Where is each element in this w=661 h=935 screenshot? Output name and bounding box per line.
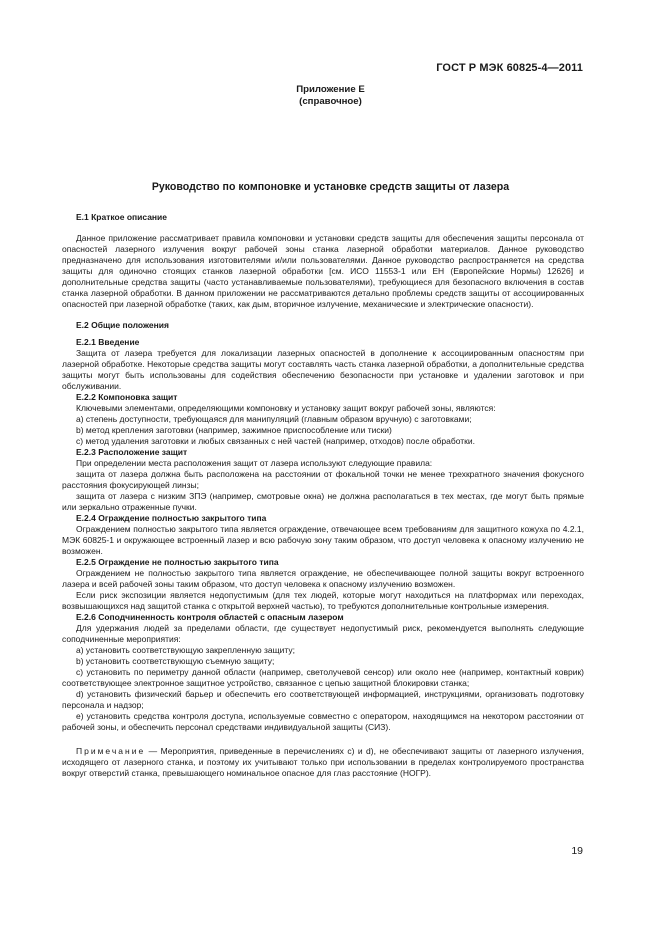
note-paragraph [62,746,584,779]
list-item: d) установить физический барьер и обеспечить его соответствующей информацией, инструкциями, организовать подготовку персонала и надзор; [62,689,584,710]
section-e21-paragraph: Защита от лазера требуется для локализации лазерных опасностей в дополнение к ассоциированным опасностям при лазерной обработке. Некоторые средства защиты могут составлять часть станка лазерной обработки, а дополнительные средства защиты могут быть использованы для содействия обеспечению безопасности при установке и удалении заготовок и при обслуживании. [62,348,584,391]
list-item: c) установить по периметру данной области (например, светолучевой сенсор) или около нее (например, контактный коврик) соответствующее электронное защитное устройство, связанное с цепью защитной блокировки станка; [62,667,584,688]
list-item: защита от лазера должна быть расположена на расстоянии от фокальной точки не менее трехкратного значения фокусного расстояния фокусирующей линзы; [62,469,584,490]
note-label: Примечание [76,746,146,756]
section-e25-paragraph-1: Ограждением не полностью закрытого типа является ограждение, не обеспечивающее полной защиты вокруг встроенного лазера и всей рабочей зоны таким образом, что доступ человека к опасному излучению возможен. [62,568,584,589]
standard-number: ГОСТ Р МЭК 60825-4—2011 [436,62,583,74]
list-item: a) установить соответствующую закрепленную защиту; [76,645,295,655]
section-e25-heading: Е.2.5 Ограждение не полностью закрытого типа [76,557,279,567]
list-item: b) установить соответствующую съемную защиту; [76,656,275,666]
section-e23-paragraph: При определении места расположения защит от лазера используют следующие правила: [76,458,433,468]
document-title: Руководство по компоновке и установке средств защиты от лазера [151,181,510,193]
list-item: защита от лазера с низким ЗПЭ (например, смотровые окна) не должна располагаться в тех местах, где могут быть прямые или зеркально отраженные пучки. [62,491,584,512]
annex-heading [0,84,661,108]
section-e2-heading: Е.2 Общие положения [76,320,169,330]
section-e1-paragraph: Данное приложение рассматривает правила компоновки и установки средств защиты для обеспечения защиты персонала от опасностей лазерного излучения вокруг рабочей зоны станка лазерной обработки материалов. Данное руководство предназначено для использования изготовителями и/или пользователями. Данное руководство распространяется на средства защиты для одиночно стоящих станков лазерной обработки [см. ИСО 11553-1 или ЕН (Европейские Нормы) 12626] и дополнительные средства защиты (часто устанавливаемые пользователями), требующиеся для безопасного включения в состав станка лазерной обработки. В данном приложении не рассматриваются детально проблемы средств защиты от ассоциированных опасностей при лазерной обработке (таких, как дым, вторичное излучение, механические и электрические опасности). [62,233,584,309]
section-e22-paragraph: Ключевыми элементами, определяющими компоновку и установку защит вокруг рабочей зоны, являются: [76,403,496,413]
section-e26-paragraph: Для удержания людей за пределами области, где существует недопустимый риск, рекомендуется выполнять следующие соподчиненные мероприятия: [62,623,584,644]
section-e23-heading: Е.2.3 Расположение защит [76,447,188,457]
section-e26-heading: Е.2.6 Соподчиненность контроля областей с опасным лазером [76,612,344,622]
section-e22-heading: Е.2.2 Компоновка защит [76,392,178,402]
list-item: e) установить средства контроля доступа, используемые совместно с оператором, находящимся на некотором расстоянии от рабочей зоны, и обеспечить персонал средствами индивидуальной защиты (СИЗ). [62,711,584,732]
document-body [62,212,584,779]
section-e25-paragraph-2: Если риск экспозиции является недопустимым (для тех людей, которые могут находиться на платформах или переходах, возвышающихся над защитой станка с открытой верхней частью), то требуются дополнительные контрольные измерения. [62,590,584,611]
note-text: — Мероприятия, приведенные в перечислениях c) и d), не обеспечивают защиты от лазерного излучения, исходящего от лазерного станка, и поэтому их учитывают только при использовании в пределах контролируемого пространства вокруг отверстий станка, превышающего номинальное опасное для глаз расстояние (НОГР). [62,746,584,778]
section-e24-heading: Е.2.4 Ограждение полностью закрытого типа [76,513,267,523]
annex-type: (справочное) [299,96,362,107]
list-item: b) метод крепления заготовки (например, зажимное приспособление или тиски) [76,425,392,435]
page-number: 19 [571,845,583,857]
list-item: c) метод удаления заготовки и любых связанных с ней частей (например, отходов) после обработки. [76,436,475,446]
section-e1-heading: Е.1 Краткое описание [76,212,168,222]
annex-title: Приложение Е [296,84,365,95]
section-e21-heading: Е.2.1 Введение [76,337,140,347]
list-item: a) степень доступности, требующаяся для манипуляций (главным образом вручную) с заготовками; [76,414,472,424]
section-e24-paragraph: Ограждением полностью закрытого типа является ограждение, отвечающее всем требованиям для защитного кожуха по 4.2.1, МЭК 60825-1 и окружающее встроенный лазер и всю рабочую зону таким образом, что доступ человека к опасному излучению не возможен. [62,524,584,556]
